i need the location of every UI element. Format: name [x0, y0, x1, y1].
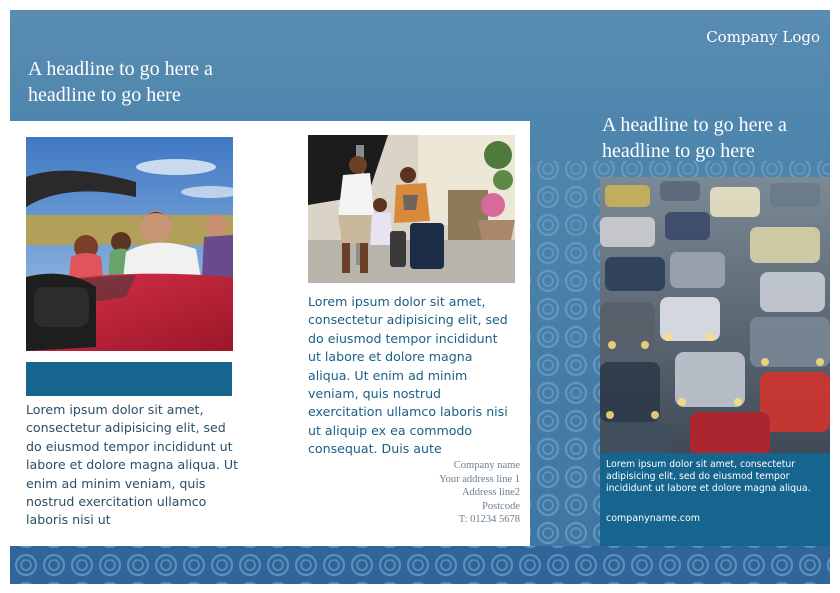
company-website-link[interactable]: companyname.com: [606, 513, 701, 524]
blue-accent-bar: [26, 362, 232, 396]
convertible-car-photo: [26, 137, 233, 351]
caption-text: Lorem ipsum dolor sit amet, consectetur adipisicing elit, sed do eiusmod tempor incididunt ut labore et dolore magna aliqua.: [606, 459, 811, 495]
company-address: [439, 459, 520, 527]
address-line-1: Your address line 1: [439, 473, 520, 485]
circle-pattern-bottom: [10, 546, 830, 584]
headline-right: A headline to go here a headline to go here: [602, 114, 787, 162]
body-text-middle: Lorem ipsum dolor sit amet, consectetur adipisicing elit, sed do eiusmod tempor incididunt ut labore et dolore magna aliqua. Ut enim ad minim veniam, quis nostrud exercitation ullamco laboris nisi ut aliquip ex ea commodo consequat. Duis aute: [308, 294, 508, 457]
address-phone: T: 01234 5678: [458, 514, 520, 525]
brochure-page: [10, 10, 830, 584]
family-luggage-photo: [308, 135, 515, 283]
company-logo: Company Logo: [706, 28, 820, 46]
bottom-pattern-band: [10, 546, 830, 584]
address-company-name: Company name: [453, 460, 520, 471]
body-text-left: Lorem ipsum dolor sit amet, consectetur adipisicing elit, sed do eiusmod tempor incididunt ut labore et dolore magna aliqua. Ut enim ad minim veniam, quis nostrud exercitation ullamco laboris nisi ut: [26, 402, 239, 528]
caption-box: [600, 453, 830, 546]
address-line-2: Address line2: [461, 487, 520, 498]
traffic-jam-photo: [600, 177, 830, 453]
headline-left: A headline to go here a headline to go here: [28, 58, 213, 106]
address-postcode: Postcode: [482, 500, 520, 512]
